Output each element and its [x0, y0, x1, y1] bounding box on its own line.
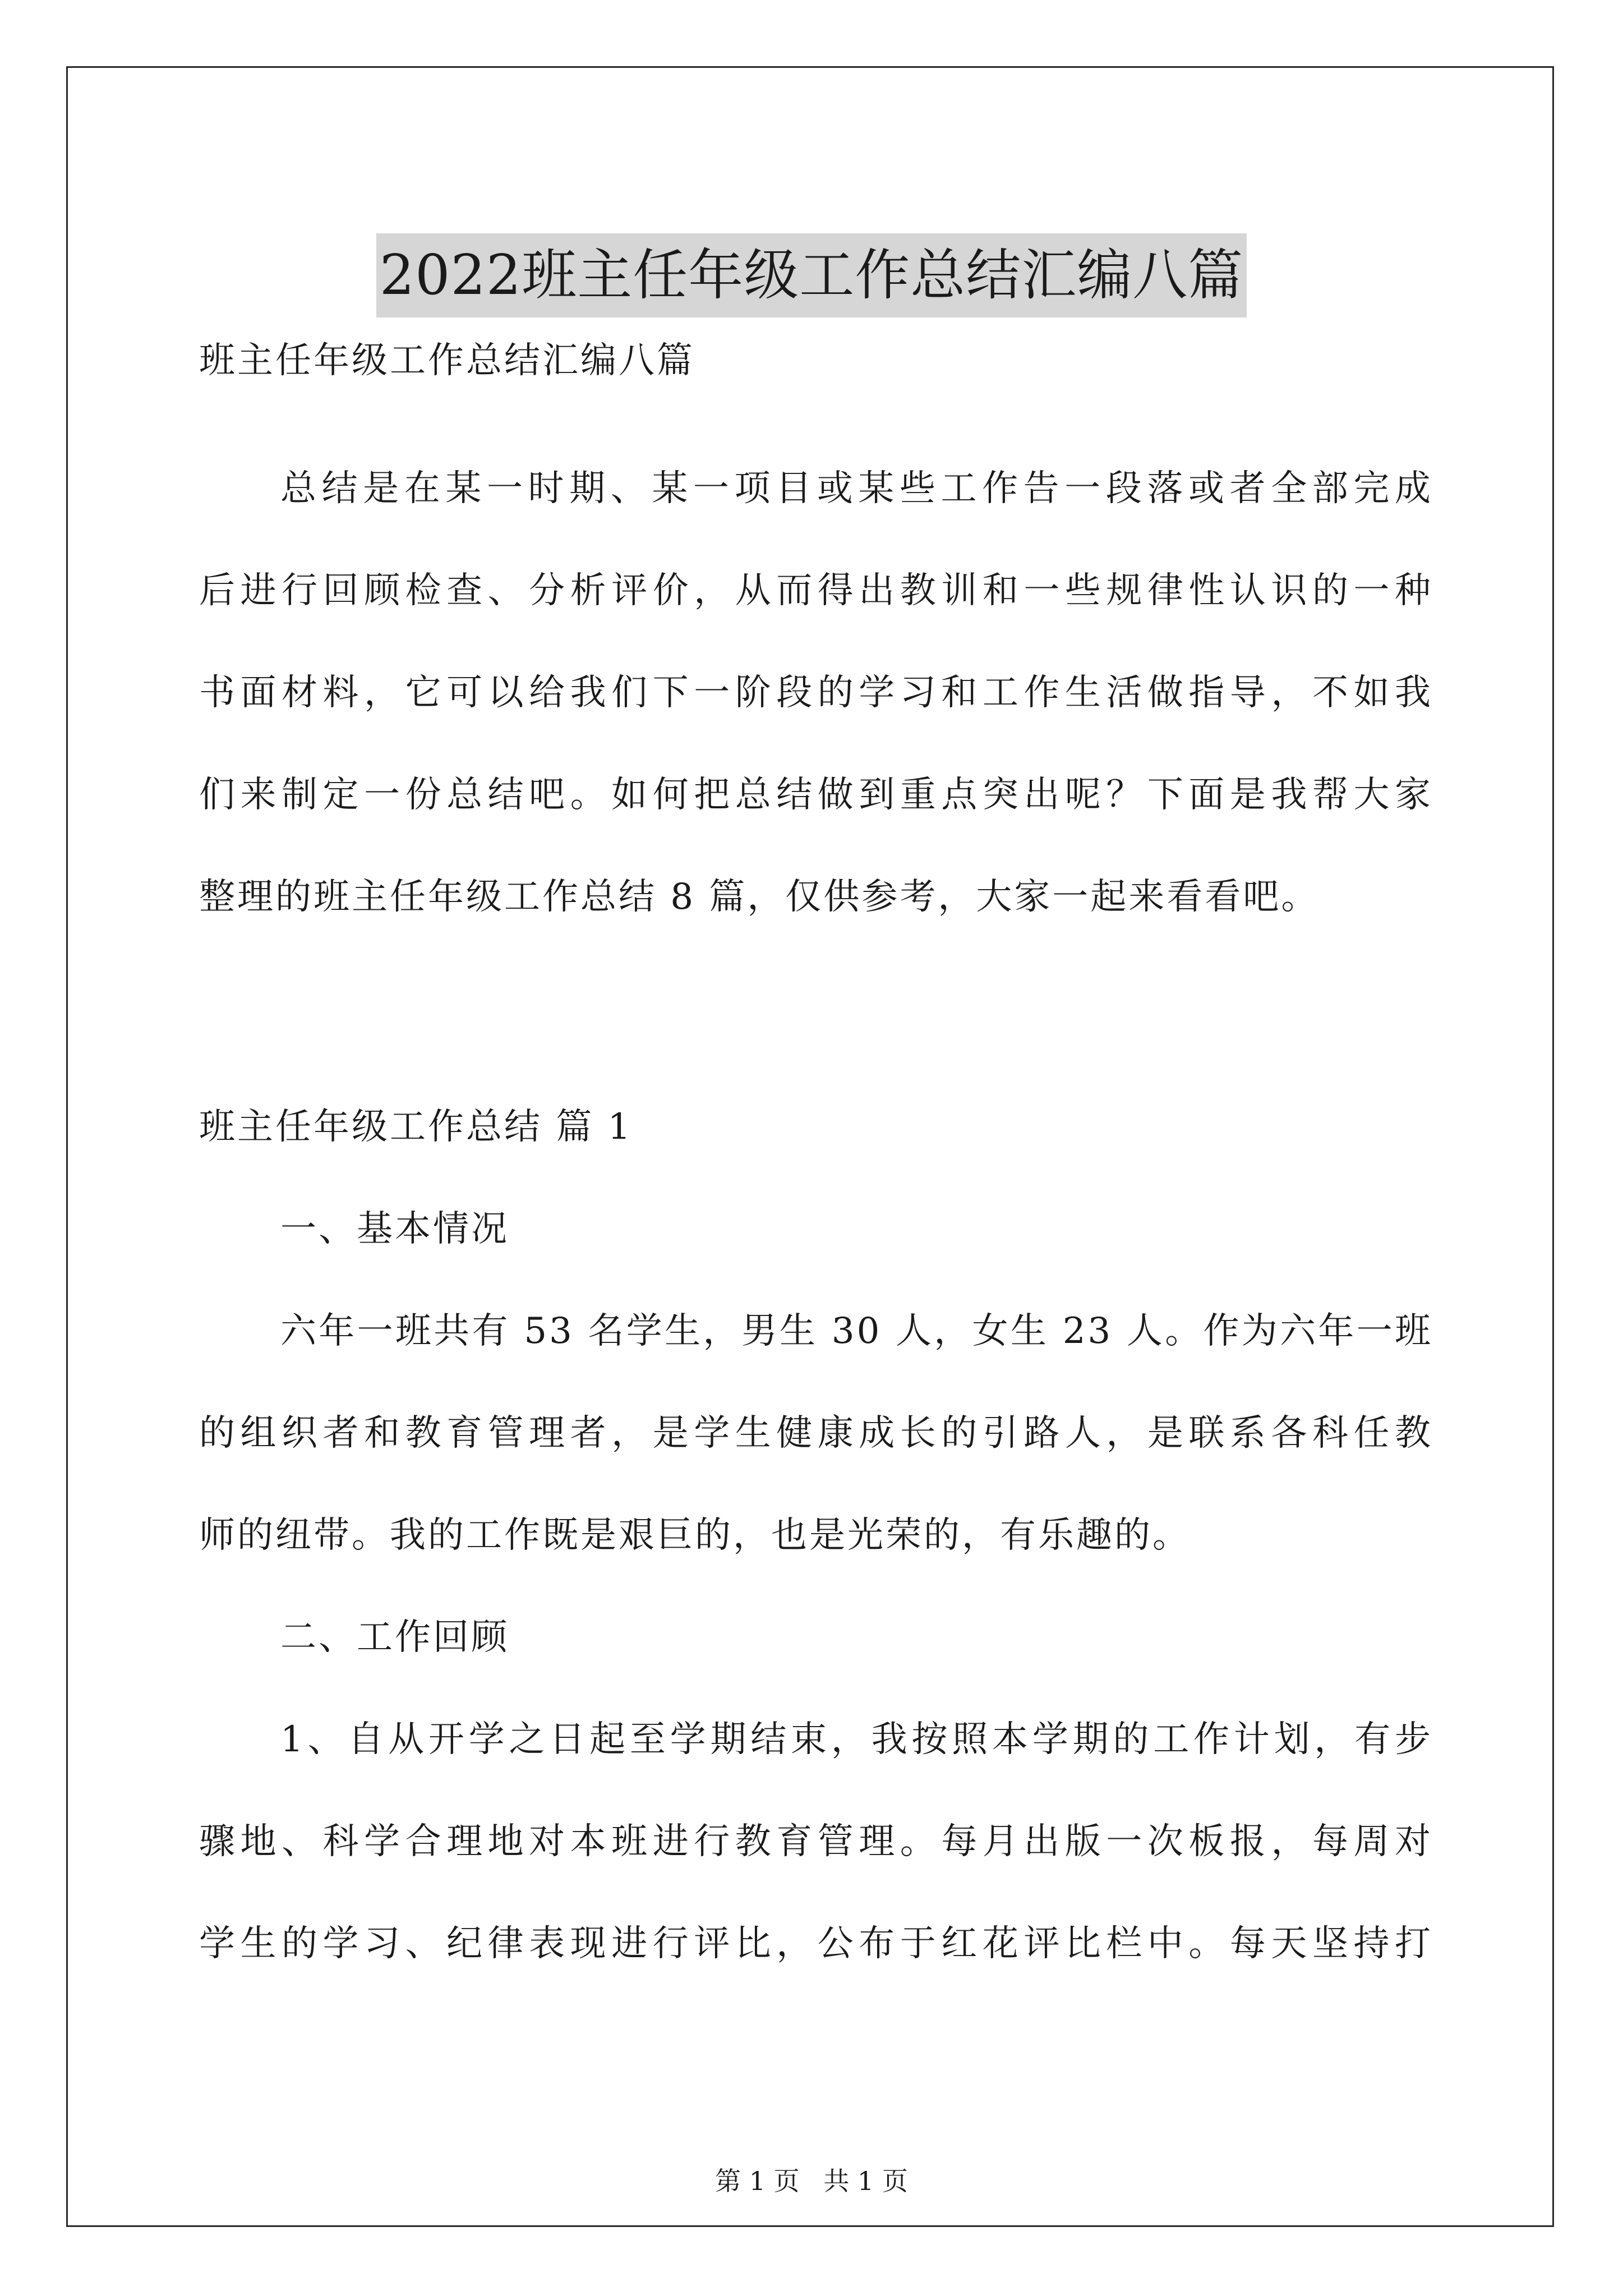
intro-line: 整理的班主任年级工作总结 8 篇，仅供参考，大家一起来看看吧。	[199, 876, 1320, 918]
paragraph-line: 1、自从开学之日起至学期结束，我按照本学期的工作计划，有步	[280, 1719, 1433, 1760]
paragraph-line: 的组织者和教育管理者，是学生健康成长的引路人，是联系各科任教	[199, 1412, 1433, 1454]
intro-line: 书面材料，它可以给我们下一阶段的学习和工作生活做指导，不如我	[199, 672, 1433, 714]
intro-line: 们来制定一份总结吧。如何把总结做到重点突出呢？下面是我帮大家	[199, 774, 1433, 816]
intro-line: 后进行回顾检查、分析评价，从而得出教训和一些规律性认识的一种	[199, 570, 1433, 611]
title-container	[0, 196, 1623, 354]
intro-line: 总结是在某一时期、某一项目或某些工作告一段落或者全部完成	[280, 468, 1433, 509]
document-title: 2022班主任年级工作总结汇编八篇	[376, 233, 1247, 318]
paragraph-line: 学生的学习、纪律表现进行评比，公布于红花评比栏中。每天坚持打	[199, 1923, 1433, 1964]
section-heading: 二、工作回顾	[280, 1617, 509, 1658]
page-number: 第 1 页	[715, 2166, 800, 2196]
paragraph-line: 六年一班共有 53 名学生，男生 30 人，女生 23 人。作为六年一班	[280, 1310, 1433, 1352]
section-title: 班主任年级工作总结 篇 1	[199, 1106, 633, 1148]
paragraph-line: 骤地、科学合理地对本班进行教育管理。每月出版一次板报，每周对	[199, 1821, 1433, 1862]
page-count: 共 1 页	[823, 2166, 908, 2196]
paragraph-line: 师的纽带。我的工作既是艰巨的，也是光荣的，有乐趣的。	[199, 1515, 1191, 1556]
document-subtitle: 班主任年级工作总结汇编八篇	[199, 340, 695, 381]
section-heading: 一、基本情况	[280, 1208, 509, 1250]
page-footer	[0, 2164, 1623, 2198]
